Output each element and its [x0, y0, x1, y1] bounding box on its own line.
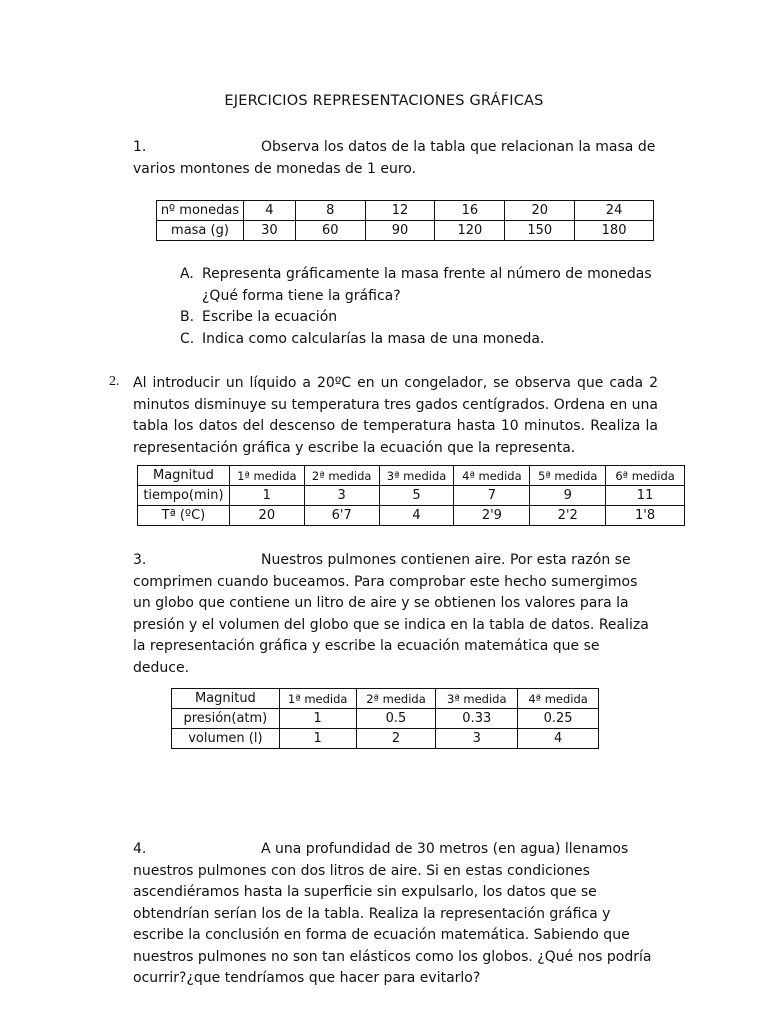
table-cell: 4 — [243, 201, 295, 221]
table-header-cell: Magnitud — [138, 466, 230, 486]
table-header-cell: 3ª medida — [436, 689, 518, 709]
table-row — [172, 689, 599, 709]
table-header-cell: 2ª medida — [356, 689, 436, 709]
table-cell: tiempo(min) — [138, 486, 230, 506]
table-cell: 0.5 — [356, 709, 436, 729]
table-cell: 4 — [379, 506, 454, 526]
table-cell: 0.33 — [436, 709, 518, 729]
table-header-cell: 4ª medida — [454, 466, 530, 486]
exercise-4-rest: nuestros pulmones con dos litros de aire. Si en estas condiciones ascendiéramos hasta la superficie sin expulsarlo, los datos que se obtendrían serían los de la tabla. Realiza la representación gráfica y escribe la conclusión en forma de ecuación matemática. Sabiendo que nuestros pulmones no son tan elásticos como los globos. ¿Qué nos podría ocurrir?¿que tendríamos que hacer para evitarlo? — [133, 862, 652, 986]
table-cell: 3 — [304, 486, 379, 506]
table-row — [138, 486, 685, 506]
table-cell: 2 — [356, 729, 436, 749]
exercise-3-table — [171, 688, 599, 749]
exercise-4-text — [133, 839, 658, 990]
table-row — [138, 466, 685, 486]
table-cell: 3 — [436, 729, 518, 749]
table-cell: 1 — [279, 729, 356, 749]
table-cell: 150 — [505, 221, 575, 241]
table-header-cell: 4ª medida — [518, 689, 599, 709]
table-cell: 8 — [295, 201, 365, 221]
exercise-1-intro — [133, 137, 663, 180]
table-header-cell: Magnitud — [172, 689, 280, 709]
item-text: Representa gráficamente la masa frente al número de monedas — [202, 266, 652, 282]
table-row — [172, 729, 599, 749]
exercise-3-rest: comprimen cuando buceamos. Para comprobar este hecho sumergimos un globo que contiene un litro de aire y se obtienen los valores para la presión y el volumen del globo que se indica en la tabla de datos. Realiza la representación gráfica y escribe la ecuación matemática que se deduce. — [133, 573, 649, 676]
item-marker: A. — [180, 266, 194, 282]
table-cell: 120 — [435, 221, 505, 241]
table-header-cell: 1ª medida — [229, 466, 304, 486]
table-cell: 6'7 — [304, 506, 379, 526]
item-text: Escribe la ecuación — [202, 309, 338, 325]
table-cell: 16 — [435, 201, 505, 221]
exercise-4-line1: A una profundidad de 30 metros (en agua) llenamos — [261, 841, 629, 857]
table-cell: 2'9 — [454, 506, 530, 526]
table-cell: volumen (l) — [172, 729, 280, 749]
table-cell: nº monedas — [157, 201, 244, 221]
table-cell: 0.25 — [518, 709, 599, 729]
document-title: EJERCICIOS REPRESENTACIONES GRÁFICAS — [224, 93, 544, 109]
item-text: ¿Qué forma tiene la gráfica? — [202, 287, 401, 304]
table-cell: 1 — [229, 486, 304, 506]
exercise-3-number: 3. — [133, 552, 147, 568]
exercise-2-number: 2. — [109, 374, 120, 389]
table-cell: 1'8 — [606, 506, 685, 526]
table-cell: 9 — [530, 486, 606, 506]
exercise-1-table — [156, 200, 654, 241]
table-header-cell: 3ª medida — [379, 466, 454, 486]
item-text: Indica como calcularías la masa de una moneda. — [202, 330, 545, 347]
table-cell: 60 — [295, 221, 365, 241]
table-cell: 20 — [505, 201, 575, 221]
table-cell: 1 — [279, 709, 356, 729]
exercise-1-questions — [180, 264, 680, 350]
table-cell: 11 — [606, 486, 685, 506]
table-header-cell: 2ª medida — [304, 466, 379, 486]
table-cell: 30 — [243, 221, 295, 241]
exercise-1-line1: Observa los datos de la tabla que relacionan la masa de — [261, 139, 656, 155]
exercise-4-number: 4. — [133, 841, 147, 857]
table-row — [172, 709, 599, 729]
list-item — [180, 307, 680, 329]
table-cell: 24 — [575, 201, 654, 221]
table-header-cell: 5ª medida — [530, 466, 606, 486]
table-cell: 90 — [365, 221, 435, 241]
exercise-3-line1: Nuestros pulmones contienen aire. Por esta razón se — [261, 552, 631, 568]
table-cell: 2'2 — [530, 506, 606, 526]
item-marker: B. — [180, 309, 195, 325]
exercise-2-text: Al introducir un líquido a 20ºC en un congelador, se observa que cada 2 minutos disminuye su temperatura tres gados centígrados. Ordena en una tabla los datos del descenso de temperatura hasta 10 minutos. Realiza la representación gráfica y escribe la ecuación que la representa. — [133, 375, 658, 456]
table-cell: 180 — [575, 221, 654, 241]
table-header-cell: 6ª medida — [606, 466, 685, 486]
item-marker: C. — [180, 330, 195, 347]
table-row — [138, 506, 685, 526]
table-cell: 7 — [454, 486, 530, 506]
table-cell: 12 — [365, 201, 435, 221]
list-item — [180, 329, 680, 351]
table-cell: 20 — [229, 506, 304, 526]
table-cell: presión(atm) — [172, 709, 280, 729]
table-cell: Tª (ºC) — [138, 506, 230, 526]
table-row — [157, 221, 654, 241]
table-cell: 4 — [518, 729, 599, 749]
table-header-cell: 1ª medida — [279, 689, 356, 709]
table-cell: masa (g) — [157, 221, 244, 241]
table-cell: 5 — [379, 486, 454, 506]
list-item — [180, 264, 680, 307]
exercise-1-number: 1. — [133, 139, 147, 155]
table-row — [157, 201, 654, 221]
exercise-1-line2: varios montones de monedas de 1 euro. — [133, 160, 417, 177]
exercise-2-table — [137, 465, 685, 526]
exercise-3-text — [133, 550, 658, 679]
